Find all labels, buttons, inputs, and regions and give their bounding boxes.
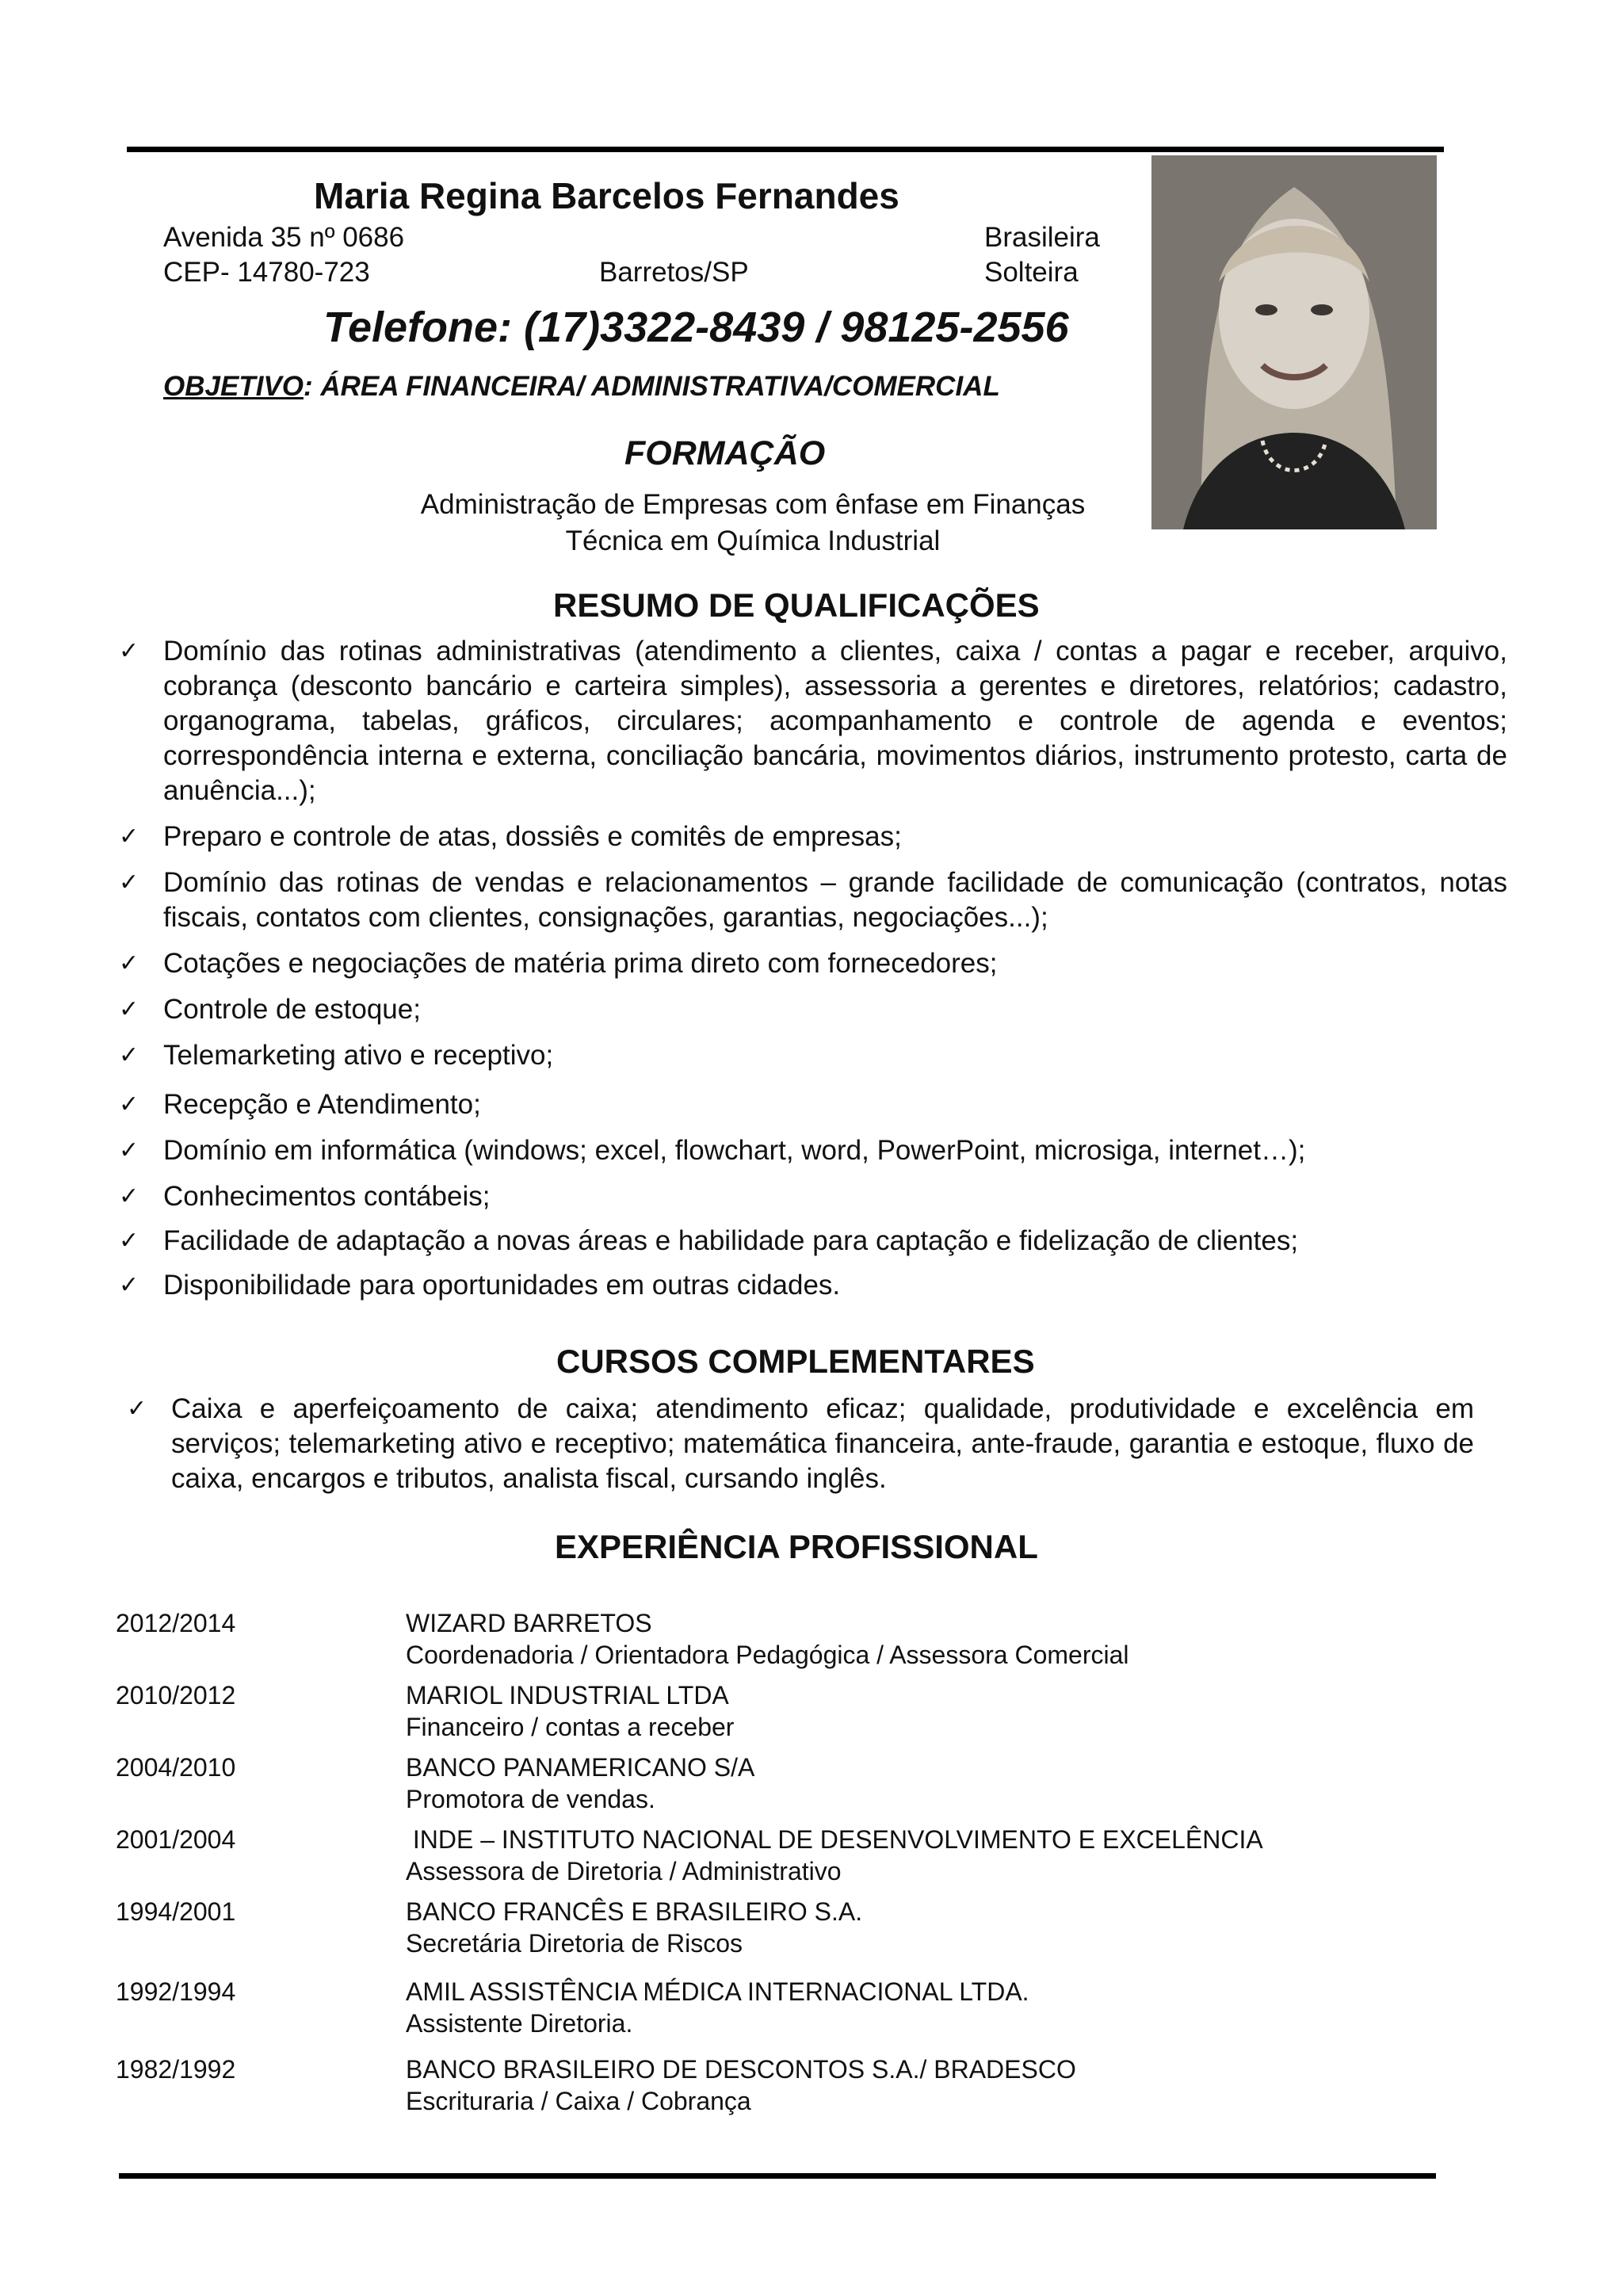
nationality: Brasileira bbox=[984, 222, 1100, 253]
experience-role: Secretária Diretoria de Riscos bbox=[406, 1929, 743, 1958]
check-icon: ✓ bbox=[119, 1041, 139, 1069]
list-item bbox=[119, 634, 1507, 808]
objective-value: : ÁREA FINANCEIRA/ ADMINISTRATIVA/COMERCIAL bbox=[303, 371, 1000, 402]
experience-role: Financeiro / contas a receber bbox=[406, 1713, 735, 1741]
list-item bbox=[119, 946, 1507, 981]
list-item-text: Telemarketing ativo e receptivo; bbox=[163, 1040, 554, 1071]
check-icon: ✓ bbox=[119, 823, 139, 850]
experience-details bbox=[406, 1607, 1129, 1671]
check-icon: ✓ bbox=[119, 869, 139, 896]
cursos-list bbox=[127, 1392, 1474, 1496]
experience-details bbox=[406, 2053, 1076, 2117]
experience-role: Promotora de vendas. bbox=[406, 1785, 655, 1813]
list-item bbox=[127, 1392, 1474, 1496]
formacao-list bbox=[349, 487, 1157, 560]
experience-role: Escrituraria / Caixa / Cobrança bbox=[406, 2087, 751, 2115]
experience-period: 1994/2001 bbox=[116, 1897, 236, 1926]
experience-company: BANCO PANAMERICANO S/A bbox=[406, 1753, 755, 1782]
list-item bbox=[119, 865, 1507, 935]
formacao-item: Administração de Empresas com ênfase em Finanças bbox=[420, 489, 1086, 520]
experience-details bbox=[406, 1976, 1029, 2039]
list-item-text: Preparo e controle de atas, dossiês e comitês de empresas; bbox=[163, 821, 902, 852]
list-item bbox=[119, 1224, 1507, 1259]
experience-period: 2004/2010 bbox=[116, 1753, 236, 1782]
check-icon: ✓ bbox=[119, 1227, 139, 1255]
list-item bbox=[119, 1268, 1507, 1303]
address-city: Barretos/SP bbox=[599, 257, 749, 288]
experience-period: 1992/1994 bbox=[116, 1977, 236, 2006]
list-item-text: Caixa e aperfeiçoamento de caixa; atendimento eficaz; qualidade, produtividade e excelência em serviços; telemarketing ativo e receptivo; matemática financeira, ante-fraude, garantia e estoque, fluxo de caixa, encargos e tributos, analista fiscal, cursando inglês. bbox=[171, 1393, 1474, 1494]
list-item bbox=[119, 1133, 1507, 1168]
list-item bbox=[119, 1038, 1507, 1073]
list-item bbox=[119, 819, 1507, 854]
list-item-text: Conhecimentos contábeis; bbox=[163, 1181, 491, 1212]
experience-period: 2010/2012 bbox=[116, 1681, 236, 1710]
list-item-text: Facilidade de adaptação a novas áreas e habilidade para captação e fidelização de clientes; bbox=[163, 1225, 1299, 1256]
address-street: Avenida 35 nº 0686 bbox=[163, 222, 405, 253]
experience-company: BANCO BRASILEIRO DE DESCONTOS S.A./ BRADESCO bbox=[406, 2055, 1076, 2084]
experience-row bbox=[116, 1824, 1463, 1896]
list-item bbox=[119, 992, 1507, 1027]
experience-role: Assistente Diretoria. bbox=[406, 2009, 633, 2038]
check-icon: ✓ bbox=[119, 1271, 139, 1299]
formacao-title: FORMAÇÃO bbox=[624, 434, 826, 472]
list-item bbox=[119, 1179, 1507, 1214]
check-icon: ✓ bbox=[119, 1137, 139, 1164]
experience-role: Assessora de Diretoria / Administrativo bbox=[406, 1857, 842, 1885]
list-item-text: Recepção e Atendimento; bbox=[163, 1089, 481, 1120]
experiencia-title: EXPERIÊNCIA PROFISSIONAL bbox=[555, 1528, 1038, 1565]
resumo-title: RESUMO DE QUALIFICAÇÕES bbox=[553, 586, 1040, 624]
experience-details bbox=[406, 1752, 754, 1815]
portrait-image bbox=[1151, 155, 1437, 529]
list-item-text: Disponibilidade para oportunidades em outras cidades. bbox=[163, 1270, 841, 1301]
check-icon: ✓ bbox=[119, 1091, 139, 1118]
experience-period: 2001/2004 bbox=[116, 1825, 236, 1854]
formacao-item: Técnica em Química Industrial bbox=[565, 525, 941, 556]
experience-company: AMIL ASSISTÊNCIA MÉDICA INTERNACIONAL LTDA. bbox=[406, 1977, 1029, 2006]
candidate-name: Maria Regina Barcelos Fernandes bbox=[314, 175, 899, 216]
bottom-rule bbox=[119, 2173, 1436, 2179]
list-item-text: Domínio das rotinas administrativas (atendimento a clientes, caixa / contas a pagar e receber, arquivo, cobrança (desconto bancário e carteira simples), assessoria a gerentes e diretores, relatórios; cadastro, organograma, tabelas, gráficos, circulares; acompanhamento e controle de agenda e eventos; correspondência interna e externa, conciliação bancária, movimentos diários, instrumento protesto, carta de anuência...); bbox=[163, 636, 1507, 806]
list-item-text: Controle de estoque; bbox=[163, 994, 421, 1025]
experience-row bbox=[116, 1607, 1463, 1679]
check-icon: ✓ bbox=[119, 995, 139, 1023]
experience-period: 1982/1992 bbox=[116, 2055, 236, 2084]
address-cep: CEP- 14780-723 bbox=[163, 257, 370, 288]
list-item-text: Domínio em informática (windows; excel, flowchart, word, PowerPoint, microsiga, internet…); bbox=[163, 1135, 1306, 1166]
experience-period: 2012/2014 bbox=[116, 1609, 236, 1637]
check-icon: ✓ bbox=[127, 1395, 147, 1423]
list-item bbox=[119, 1087, 1507, 1122]
experience-row bbox=[116, 1679, 1463, 1752]
experience-row bbox=[116, 1752, 1463, 1824]
experience-details bbox=[406, 1679, 734, 1743]
resumo-list bbox=[119, 634, 1507, 1303]
experience-row bbox=[116, 1976, 1463, 2053]
experience-row bbox=[116, 1896, 1463, 1976]
list-item-text: Domínio das rotinas de vendas e relacionamentos – grande facilidade de comunicação (contratos, notas fiscais, contatos com clientes, consignações, garantias, negociações...); bbox=[163, 867, 1507, 933]
experience-company: BANCO FRANCÊS E BRASILEIRO S.A. bbox=[406, 1897, 863, 1926]
check-icon: ✓ bbox=[119, 1182, 139, 1210]
profile-photo bbox=[1151, 155, 1437, 529]
list-item-text: Cotações e negociações de matéria prima direto com fornecedores; bbox=[163, 948, 998, 979]
experience-company: MARIOL INDUSTRIAL LTDA bbox=[406, 1681, 729, 1710]
civil-status: Solteira bbox=[984, 257, 1079, 288]
top-rule bbox=[127, 147, 1444, 152]
phone: Telefone: (17)3322-8439 / 98125-2556 bbox=[323, 304, 1069, 351]
experience-list bbox=[116, 1607, 1463, 2126]
experience-details bbox=[406, 1896, 862, 1959]
experience-role: Coordenadoria / Orientadora Pedagógica / Assessora Comercial bbox=[406, 1641, 1129, 1669]
check-icon: ✓ bbox=[119, 949, 139, 977]
objective-label: OBJETIVO bbox=[163, 371, 304, 402]
experience-company: INDE – INSTITUTO NACIONAL DE DESENVOLVIMENTO E EXCELÊNCIA bbox=[406, 1825, 1263, 1854]
objective bbox=[163, 371, 1000, 403]
cursos-title: CURSOS COMPLEMENTARES bbox=[556, 1343, 1035, 1380]
experience-company: WIZARD BARRETOS bbox=[406, 1609, 652, 1637]
experience-details bbox=[406, 1824, 1263, 1887]
experience-row bbox=[116, 2053, 1463, 2126]
check-icon: ✓ bbox=[119, 637, 139, 665]
